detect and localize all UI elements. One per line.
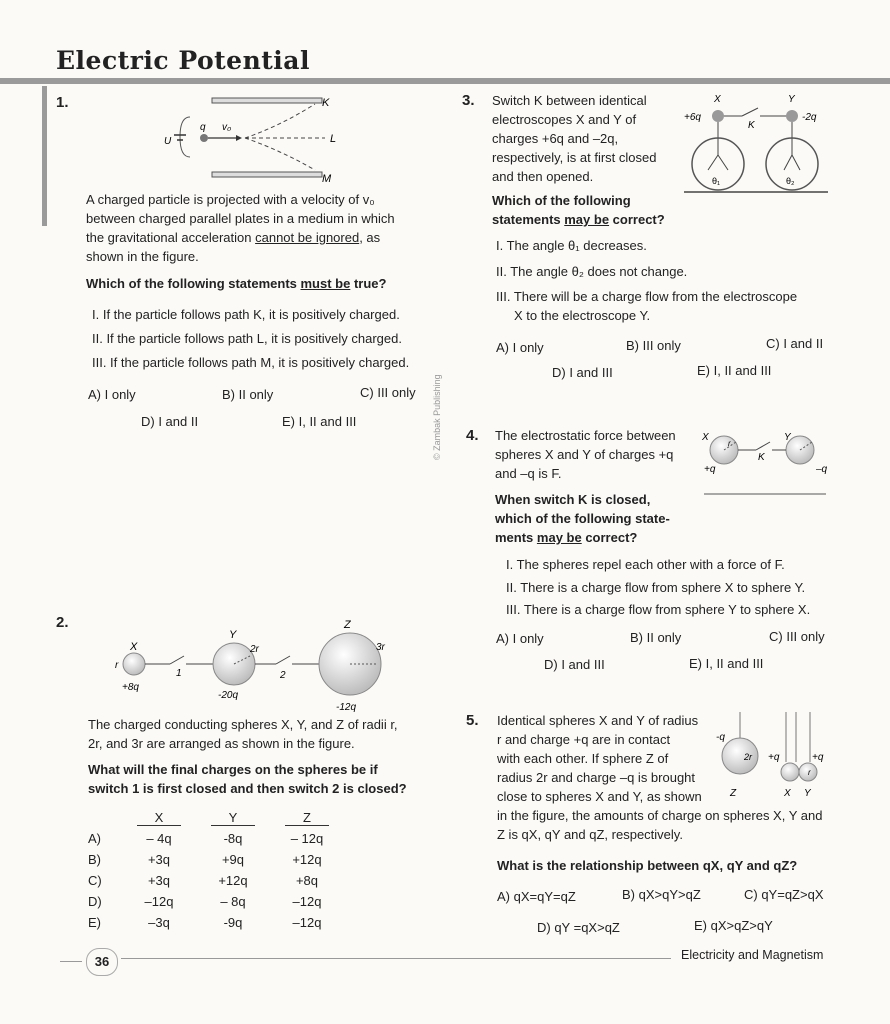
q4-number: 4. xyxy=(466,427,479,444)
q5-sphere-z xyxy=(722,738,758,774)
q2-answer-table xyxy=(88,807,344,933)
q4-label-k: K xyxy=(758,452,765,463)
q4-statements xyxy=(506,554,810,622)
q2-label-z: Z xyxy=(344,619,351,631)
q3-statement-3: III. There will be a charge flow from the electroscope X to the electroscope Y. xyxy=(496,289,798,323)
publisher-sidebar-text: © Zambak Publishing xyxy=(432,374,442,460)
q3-option-c[interactable]: C) I and II xyxy=(766,336,824,351)
q2-col-z: Z xyxy=(285,810,329,826)
q1-option-c[interactable]: C) III only xyxy=(360,385,416,400)
footer-dash xyxy=(60,961,82,962)
q3-theta-2: θ₂ xyxy=(786,176,795,186)
q5-label-y: Y xyxy=(804,788,811,798)
q3-option-a[interactable]: A) I only xyxy=(496,340,544,355)
q1-option-e[interactable]: E) I, II and III xyxy=(282,414,357,429)
q4-option-b[interactable]: B) II only xyxy=(630,630,682,645)
q1-statement: I. If the particle follows path K, it is positively charged. xyxy=(92,307,400,322)
q4-option-e[interactable]: E) I, II and III xyxy=(689,656,764,671)
q1-label-u: U xyxy=(164,136,172,147)
q1-label-v0: v₀ xyxy=(222,122,232,133)
header-rule xyxy=(0,78,890,84)
q3-figure xyxy=(676,90,836,194)
q3-label-y: Y xyxy=(788,94,795,105)
q2-option-b[interactable]: B) +3q +9q +12q xyxy=(88,852,322,867)
q3-knob-x xyxy=(712,110,724,122)
q2-option-a[interactable]: A) – 4q -8q – 12q xyxy=(88,831,324,846)
q1-path-m xyxy=(245,138,315,170)
q2-number: 2. xyxy=(56,614,69,631)
q1-body: A charged particle is projected with a velocity of v₀ between charged parallel plates in a medium in which the gravitational acceleration cannot be ignored, as shown in the figure. xyxy=(86,192,395,264)
page-title: Electric Potential xyxy=(56,46,310,75)
q1-option-d[interactable]: D) I and II xyxy=(141,414,199,429)
q5-option-d[interactable]: D) qY =qX>qZ xyxy=(537,920,620,935)
q2-switch-1: 1 xyxy=(176,668,182,679)
q2-question: What will the final charges on the spheres be if switch 1 is first closed and then switch 2 is closed? xyxy=(88,762,407,796)
page-number: 36 xyxy=(86,948,118,976)
q3-option-d[interactable]: D) I and III xyxy=(552,365,613,380)
q2-option-e[interactable]: E) –3q -9q –12q xyxy=(88,915,322,930)
q5-question: What is the relationship between qX, qY and qZ? xyxy=(497,858,798,873)
q2-charge-y: -20q xyxy=(218,690,239,701)
q1-number: 1. xyxy=(56,94,69,111)
q3-label-x: X xyxy=(714,94,721,105)
q1-option-a[interactable]: A) I only xyxy=(88,387,136,402)
q3-statement-1: I. The angle θ₁ decreases. xyxy=(496,238,647,253)
q1-question: Which of the following statements must be true? xyxy=(86,276,387,291)
q3-knob-y xyxy=(786,110,798,122)
q4-charge-y: –q xyxy=(816,464,828,475)
q3-label-k: K xyxy=(748,120,755,131)
q2-charge-z: -12q xyxy=(336,702,357,713)
q2-label-3r: 3r xyxy=(376,642,385,653)
q3-number: 3. xyxy=(462,92,475,109)
q4-label-x: X xyxy=(702,432,709,443)
q2-body: The charged conducting spheres X, Y, and Z of radii r, 2r, and 3r are arranged as shown in the figure. xyxy=(88,717,398,751)
q5-number: 5. xyxy=(466,712,479,729)
q4-option-a[interactable]: A) I only xyxy=(496,631,544,646)
q5-charge-z: -q xyxy=(716,732,725,743)
q4-body: The electrostatic force between spheres X and Y of charges +q and –q is F. xyxy=(495,428,676,481)
q3-charge-y: -2q xyxy=(802,112,817,123)
q4-statement: II. There is a charge flow from sphere X to sphere Y. xyxy=(506,579,806,595)
q1-label-l: L xyxy=(330,133,337,145)
q1-particle xyxy=(200,134,208,142)
q4-question: When switch K is closed, which of the following state- ments may be correct? xyxy=(495,492,670,545)
q3-option-e[interactable]: E) I, II and III xyxy=(697,363,772,378)
q5-label-x: X xyxy=(784,788,791,798)
q4-charge-x: +q xyxy=(704,464,716,475)
q2-label-r: r xyxy=(115,660,119,671)
q2-label-2r: 2r xyxy=(250,644,259,655)
q1-statement: III. If the particle follows path M, it is positively charged. xyxy=(92,355,410,370)
q5-charge-y: +q xyxy=(812,752,824,763)
q2-label-x: X xyxy=(130,641,138,653)
q2-option-d[interactable]: D) –12q – 8q –12q xyxy=(88,894,322,909)
q5-sphere-x xyxy=(781,763,799,781)
q5-charge-x: +q xyxy=(768,752,780,763)
q1-wire xyxy=(180,117,190,157)
q2-switch-2: 2 xyxy=(280,670,286,681)
footer-section: Electricity and Magnetism xyxy=(681,948,824,962)
q5-figure xyxy=(708,712,832,798)
q2-label-y: Y xyxy=(229,629,237,641)
q3-theta-1: θ₁ xyxy=(712,176,721,186)
q4-label-y: Y xyxy=(784,432,791,443)
q5-label-r: r xyxy=(808,768,811,777)
q2-col-x: X xyxy=(137,810,182,826)
footer-rule xyxy=(121,958,671,959)
q1-statements xyxy=(92,303,409,375)
q5-label-2r: 2r xyxy=(744,752,753,762)
q1-option-b[interactable]: B) II only xyxy=(222,387,274,402)
q2-col-y: Y xyxy=(211,810,256,826)
q4-label-r: r xyxy=(728,439,731,448)
q4-option-c[interactable]: C) III only xyxy=(769,629,825,644)
q1-label-k: K xyxy=(322,97,330,109)
q1-statement: II. If the particle follows path L, it is positively charged. xyxy=(92,331,402,346)
q4-statement: I. The spheres repel each other with a force of F. xyxy=(506,557,785,572)
q4-option-d[interactable]: D) I and III xyxy=(544,657,605,672)
q5-body: Identical spheres X and Y of radius r and charge +q are in contact with each other. If sphere Z of radius 2r and charge –q is brought close to spheres X and Y, as shown in the figure, the amounts of charge on spheres X, Y and Z is qX, qY and qZ, respectively. xyxy=(497,713,823,842)
q1-bottom-plate xyxy=(212,172,322,177)
q3-charge-x: +6q xyxy=(684,112,701,123)
q1-path-k xyxy=(245,104,315,138)
q2-sphere-x xyxy=(123,653,145,675)
q2-option-c[interactable]: C) +3q +12q +8q xyxy=(88,873,319,888)
q1-figure xyxy=(160,92,360,192)
q1-label-m: M xyxy=(322,173,332,185)
q2-figure xyxy=(110,618,400,718)
q3-body: Switch K between identical electroscopes X and Y of charges +6q and –2q, respectively, is at first closed and then opened. xyxy=(492,93,657,184)
q4-figure xyxy=(698,428,832,498)
q1-top-plate xyxy=(212,98,322,103)
q5-option-a[interactable]: A) qX=qY=qZ xyxy=(497,889,576,904)
q5-option-e[interactable]: E) qX>qZ>qY xyxy=(694,918,773,933)
q4-statement: III. There is a charge flow from sphere Y to sphere X. xyxy=(506,602,811,617)
q5-label-z: Z xyxy=(730,788,737,798)
q1-label-q: q xyxy=(200,122,206,133)
q5-option-b[interactable]: B) qX>qY>qZ xyxy=(622,887,701,902)
q3-question: Which of the following statements may be correct? xyxy=(492,193,665,227)
q2-charge-x: +8q xyxy=(122,682,139,693)
left-margin-bar xyxy=(42,86,47,226)
q5-option-c[interactable]: C) qY=qZ>qX xyxy=(744,887,824,902)
q3-statement-2: II. The angle θ₂ does not change. xyxy=(496,264,688,279)
q3-option-b[interactable]: B) III only xyxy=(626,338,681,353)
